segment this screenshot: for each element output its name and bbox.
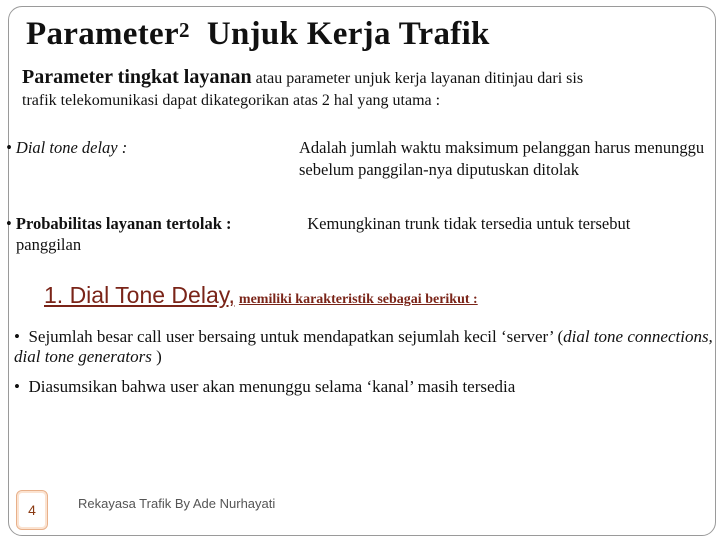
page-number-badge [16,490,48,530]
bullet-dial-tone-delay: • Dial tone delay : [6,138,128,157]
bullet-probabilitas: • Probabilitas layanan tertolak : panggilan [6,214,232,254]
slide-title: Parameter$^2$ Unjuk Kerja Trafik [26,16,490,52]
dial-tone-delay-description: Adalah jumlah waktu maksimum pelanggan harus menunggu sebelum panggilan-nya diputuskan ditolak [299,138,705,179]
point-1: • Sejumlah besar call user bersaing untuk mendapatkan sejumlah kecil ‘server’ (dial tone connections, dial tone generators ) [14,327,713,366]
intro-line-2: trafik telekomunikasi dapat dikategorikan atas 2 hal yang utama : [22,92,441,109]
section-heading: 1. Dial Tone Delay, memiliki karakteristik sebagai berikut : [44,282,478,308]
intro-line-1: Parameter tingkat layanan atau parameter unjuk kerja layanan ditinjau dari sis [22,66,584,88]
footer-text: Rekayasa Trafik By Ade Nurhayati [78,496,276,511]
probabilitas-description: Kemungkinan trunk tidak tersedia untuk tersebut [307,214,631,233]
point-2: • Diasumsikan bahwa user akan menunggu selama ‘kanal’ masih tersedia [14,377,516,396]
page-number: 4 [28,502,36,518]
